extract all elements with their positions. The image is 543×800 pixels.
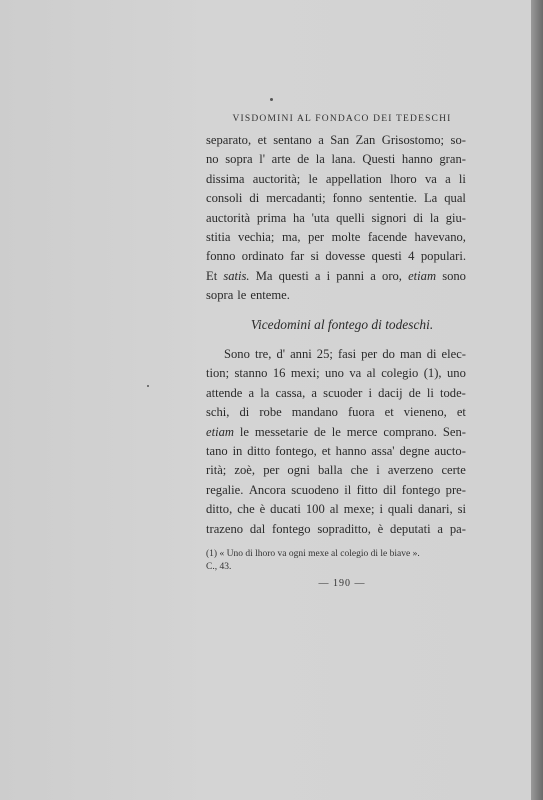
word: dovesse bbox=[325, 249, 366, 264]
word: tre, bbox=[254, 347, 272, 361]
word: man bbox=[399, 347, 422, 361]
text-line bbox=[206, 461, 466, 480]
word: le bbox=[237, 288, 247, 303]
word: mercadanti; bbox=[266, 191, 326, 206]
word: Sen- bbox=[442, 424, 466, 439]
word: zoè, bbox=[234, 463, 256, 478]
word: fitto bbox=[356, 482, 378, 497]
text-line bbox=[206, 209, 466, 228]
word: molte bbox=[331, 229, 361, 244]
word: et bbox=[456, 405, 466, 420]
word: ha bbox=[292, 210, 305, 225]
text-line bbox=[206, 286, 466, 305]
word: messetarie bbox=[254, 424, 309, 439]
word: l' bbox=[259, 152, 265, 167]
word: mandano bbox=[291, 405, 338, 420]
word: tion; bbox=[206, 366, 230, 381]
footnote bbox=[206, 548, 466, 574]
word: a bbox=[318, 133, 324, 147]
word: Zan bbox=[355, 133, 376, 147]
word: Ma bbox=[255, 268, 273, 283]
print-speck bbox=[270, 98, 273, 101]
word: 25; bbox=[316, 347, 333, 361]
word: prima bbox=[256, 210, 287, 225]
word: do bbox=[382, 347, 395, 361]
word: elec- bbox=[441, 347, 466, 361]
word: quali bbox=[387, 502, 414, 517]
word: La bbox=[423, 191, 438, 206]
word: si bbox=[457, 502, 466, 517]
word: fontego, bbox=[275, 443, 317, 458]
word: di bbox=[249, 191, 260, 206]
word: arte bbox=[271, 152, 291, 167]
section-title: Vicedomini al fontego di todeschi. bbox=[250, 317, 434, 332]
text-line bbox=[206, 364, 466, 383]
word: oro, bbox=[382, 268, 402, 283]
word: assa' bbox=[371, 443, 395, 458]
text-line bbox=[206, 403, 466, 422]
word: in bbox=[232, 443, 243, 458]
word: tano bbox=[206, 443, 228, 458]
word: fontego bbox=[401, 482, 441, 497]
word: uno bbox=[325, 366, 344, 381]
word: per bbox=[361, 347, 378, 361]
paragraph-1 bbox=[206, 131, 466, 306]
word: questi bbox=[371, 249, 402, 264]
word: per bbox=[263, 463, 280, 478]
text-line bbox=[206, 247, 466, 266]
word: robe bbox=[259, 405, 282, 420]
word: certe bbox=[441, 463, 466, 478]
word: li bbox=[458, 171, 466, 186]
word: è bbox=[259, 502, 266, 517]
word: a bbox=[314, 268, 321, 283]
word: separato, bbox=[206, 133, 252, 147]
word: (1), bbox=[423, 366, 442, 381]
word: deputati bbox=[390, 521, 431, 536]
word: consoli bbox=[206, 191, 243, 206]
word: 'uta bbox=[311, 210, 330, 225]
word: questi bbox=[278, 268, 309, 283]
word: scuodeno bbox=[291, 482, 339, 497]
text-line bbox=[206, 150, 466, 169]
page-number: — 190 — bbox=[318, 578, 366, 589]
word: sopraditto, bbox=[317, 521, 371, 536]
word: so- bbox=[450, 133, 466, 147]
word: i bbox=[368, 385, 372, 400]
word: a bbox=[248, 385, 255, 400]
word: sopra bbox=[206, 288, 234, 303]
word: fuora bbox=[347, 405, 375, 420]
word: a bbox=[445, 171, 451, 186]
word: et bbox=[257, 133, 267, 147]
word: Questi bbox=[362, 152, 396, 167]
word: che bbox=[350, 463, 369, 478]
word: dil bbox=[383, 482, 397, 497]
word: la bbox=[260, 385, 270, 400]
text-line bbox=[206, 131, 466, 150]
word: signori bbox=[371, 210, 407, 225]
word: ditto, bbox=[206, 502, 233, 517]
word: ordinato bbox=[241, 249, 284, 264]
word: balla bbox=[317, 463, 343, 478]
word: regalie. bbox=[206, 482, 244, 497]
word: stitia bbox=[206, 229, 231, 244]
word: populari. bbox=[420, 249, 466, 264]
word: li bbox=[426, 385, 434, 400]
word: facende bbox=[367, 229, 408, 244]
word: mexe; bbox=[343, 502, 375, 517]
word: fonno bbox=[206, 249, 236, 264]
paragraph-2 bbox=[206, 345, 466, 539]
word: de bbox=[297, 152, 310, 167]
word: havevano, bbox=[414, 229, 466, 244]
word: aucto- bbox=[434, 443, 466, 458]
word: San bbox=[330, 133, 350, 147]
text-line bbox=[206, 520, 466, 539]
text-line bbox=[206, 423, 466, 442]
word: fontego bbox=[272, 521, 311, 536]
word: pa- bbox=[449, 521, 466, 536]
word: ogni bbox=[287, 463, 310, 478]
word: sopra bbox=[225, 152, 253, 167]
running-head: VISDOMINI AL FONDACO DEI TEDESCHI bbox=[232, 114, 452, 124]
word: al bbox=[329, 502, 339, 517]
word: i bbox=[376, 463, 380, 478]
word: fasi bbox=[337, 347, 357, 361]
word: la bbox=[315, 152, 325, 167]
word: ducati bbox=[270, 502, 301, 517]
word: dissima bbox=[206, 171, 245, 186]
word: merce bbox=[346, 424, 378, 439]
word: attende bbox=[206, 385, 243, 400]
word: a bbox=[311, 385, 318, 400]
print-speck bbox=[147, 385, 149, 387]
word: Ancora bbox=[248, 482, 286, 497]
word: sentano bbox=[273, 133, 312, 147]
word: a bbox=[370, 268, 376, 283]
footnote-line: (1) « Uno di lhoro va ogni mexe al colegio di le biave ». bbox=[206, 549, 420, 559]
word: tode- bbox=[440, 385, 466, 400]
word: lhoro bbox=[390, 171, 417, 186]
word: si bbox=[310, 249, 319, 264]
word: d' bbox=[276, 347, 286, 361]
word: va bbox=[424, 171, 437, 186]
word: scuoder bbox=[323, 385, 363, 400]
word: dacij bbox=[378, 385, 403, 400]
word: comprano. bbox=[383, 424, 437, 439]
page-edge-shadow bbox=[531, 0, 543, 800]
word: far bbox=[290, 249, 305, 264]
word: danari, bbox=[418, 502, 453, 517]
word: enteme. bbox=[250, 288, 290, 303]
word: le bbox=[308, 171, 318, 186]
text-line bbox=[206, 481, 466, 500]
word: no bbox=[206, 152, 219, 167]
word: Sono bbox=[224, 347, 250, 361]
text-line bbox=[206, 228, 466, 247]
word: di bbox=[413, 210, 424, 225]
word: stanno bbox=[234, 366, 268, 381]
word: al bbox=[366, 366, 376, 381]
text-line bbox=[206, 345, 466, 364]
text-line bbox=[206, 442, 466, 461]
text-line bbox=[206, 170, 466, 189]
word: il bbox=[344, 482, 352, 497]
word: dal bbox=[249, 521, 266, 536]
word: colegio bbox=[381, 366, 419, 381]
word: vechia; bbox=[238, 229, 275, 244]
word: et bbox=[321, 443, 331, 458]
word: a bbox=[437, 521, 444, 536]
word: gran- bbox=[439, 152, 466, 167]
word: sono bbox=[442, 268, 466, 283]
word: ditto bbox=[247, 443, 271, 458]
word: appellation bbox=[325, 171, 382, 186]
word: etiam bbox=[206, 424, 234, 439]
word: 16 bbox=[272, 366, 286, 381]
word: i bbox=[379, 502, 383, 517]
word: per bbox=[308, 229, 325, 244]
word: pre- bbox=[445, 482, 466, 497]
word: auctorità bbox=[206, 210, 251, 225]
word: et bbox=[384, 405, 394, 420]
word: cassa, bbox=[275, 385, 306, 400]
word: che bbox=[237, 502, 255, 517]
word: Et bbox=[206, 268, 218, 283]
word: averzeno bbox=[387, 463, 434, 478]
word: i bbox=[326, 268, 331, 283]
word: uno bbox=[447, 366, 466, 381]
word: la bbox=[429, 210, 439, 225]
word: lana. bbox=[331, 152, 356, 167]
word: le bbox=[331, 424, 341, 439]
word: auctorità; bbox=[252, 171, 301, 186]
word: panni bbox=[336, 268, 365, 283]
word: sententie. bbox=[369, 191, 417, 206]
word: etiam bbox=[408, 268, 437, 283]
word: va bbox=[349, 366, 362, 381]
word: le bbox=[239, 424, 249, 439]
word: anni bbox=[290, 347, 312, 361]
word: hanno bbox=[335, 443, 367, 458]
word: schi, bbox=[206, 405, 230, 420]
word: di bbox=[239, 405, 250, 420]
word: quelli bbox=[336, 210, 365, 225]
word: è bbox=[377, 521, 384, 536]
word: Grisostomo; bbox=[381, 133, 445, 147]
word: giu- bbox=[445, 210, 466, 225]
word: 4 bbox=[408, 249, 415, 264]
word: satis. bbox=[223, 268, 250, 283]
word: qual bbox=[444, 191, 466, 206]
word: degne bbox=[399, 443, 430, 458]
word: de bbox=[408, 385, 421, 400]
word: ma, bbox=[281, 229, 301, 244]
word: trazeno bbox=[206, 521, 244, 536]
word: hanno bbox=[401, 152, 433, 167]
text-line bbox=[206, 267, 466, 286]
word: vieneno, bbox=[403, 405, 447, 420]
text-line bbox=[206, 189, 466, 208]
word: de bbox=[313, 424, 326, 439]
text-line bbox=[206, 500, 466, 519]
word: 100 bbox=[305, 502, 325, 517]
footnote-line: C., 43. bbox=[206, 562, 232, 572]
word: fonno bbox=[332, 191, 363, 206]
word: di bbox=[426, 347, 437, 361]
word: rità; bbox=[206, 463, 227, 478]
text-line bbox=[206, 384, 466, 403]
word: mexi; bbox=[290, 366, 320, 381]
